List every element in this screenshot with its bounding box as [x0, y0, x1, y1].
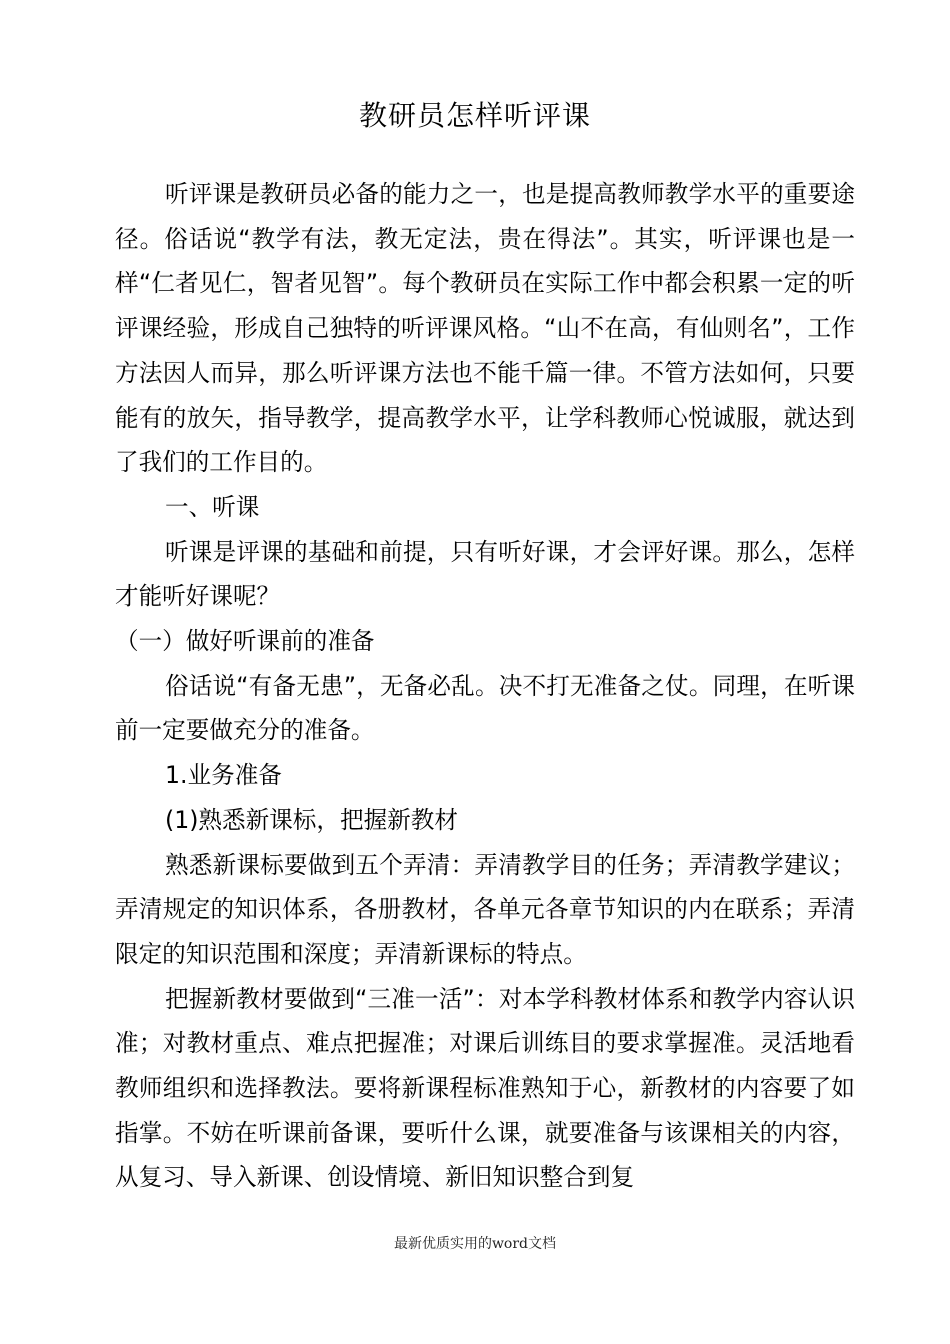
section-heading-listening: 一、听课: [165, 492, 260, 521]
paragraph-intro: 听评课是教研员必备的能力之一，也是提高教师教学水平的重要途径。俗话说“教学有法，教无定法，贵在得法”。其实，听评课也是一样“仁者见仁，智者见智”。每个教研员在实际工作中都会积累一定的听评课经验，形成自己独特的听评课风格。“山不在高，有仙则名”，工作方法因人而异，那么听评课方法也不能千篇一律。不管方法如何，只要能有的放矢，指导教学，提高教学水平，让学科教师心悦诚服，就达到了我们的工作目的。: [115, 180, 855, 477]
item-heading-curriculum: (1)熟悉新课标，把握新教材: [165, 805, 458, 834]
subsection-heading-preparation: （一）做好听课前的准备: [115, 627, 375, 656]
paragraph-textbook: 把握新教材要做到“三准一活”：对本学科教材体系和教学内容认识准；对教材重点、难点把握准；对课后训练目的要求掌握准。灵活地看教师组织和选择教法。要将新课程标准熟知于心，新教材的内容要了如指掌。不妨在听课前备课，要听什么课，就要准备与该课相关的内容，从复习、导入新课、创设情境、新旧知识整合到复: [115, 984, 855, 1192]
page-title: 教研员怎样听评课: [358, 99, 591, 132]
paragraph-curriculum: 熟悉新课标要做到五个弄清：弄清教学目的任务；弄清教学建议； 弄清规定的知识体系，各册教材，各单元各章节知识的内在联系；弄清限定的知识范围和深度；弄清新课标的特点。: [115, 850, 855, 968]
document-body: [115, 172, 855, 1200]
paragraph-preparation: 俗话说“有备无患”，无备必乱。决不打无准备之仗。同理，在听课前一定要做充分的准备。: [115, 671, 855, 745]
paragraph-listening: 听课是评课的基础和前提，只有听好课，才会评好课。那么，怎样才能听好课呢？: [115, 537, 855, 611]
page-footer: 最新优质实用的word文档: [393, 1236, 557, 1252]
item-heading-business: 1.业务准备: [165, 761, 282, 790]
